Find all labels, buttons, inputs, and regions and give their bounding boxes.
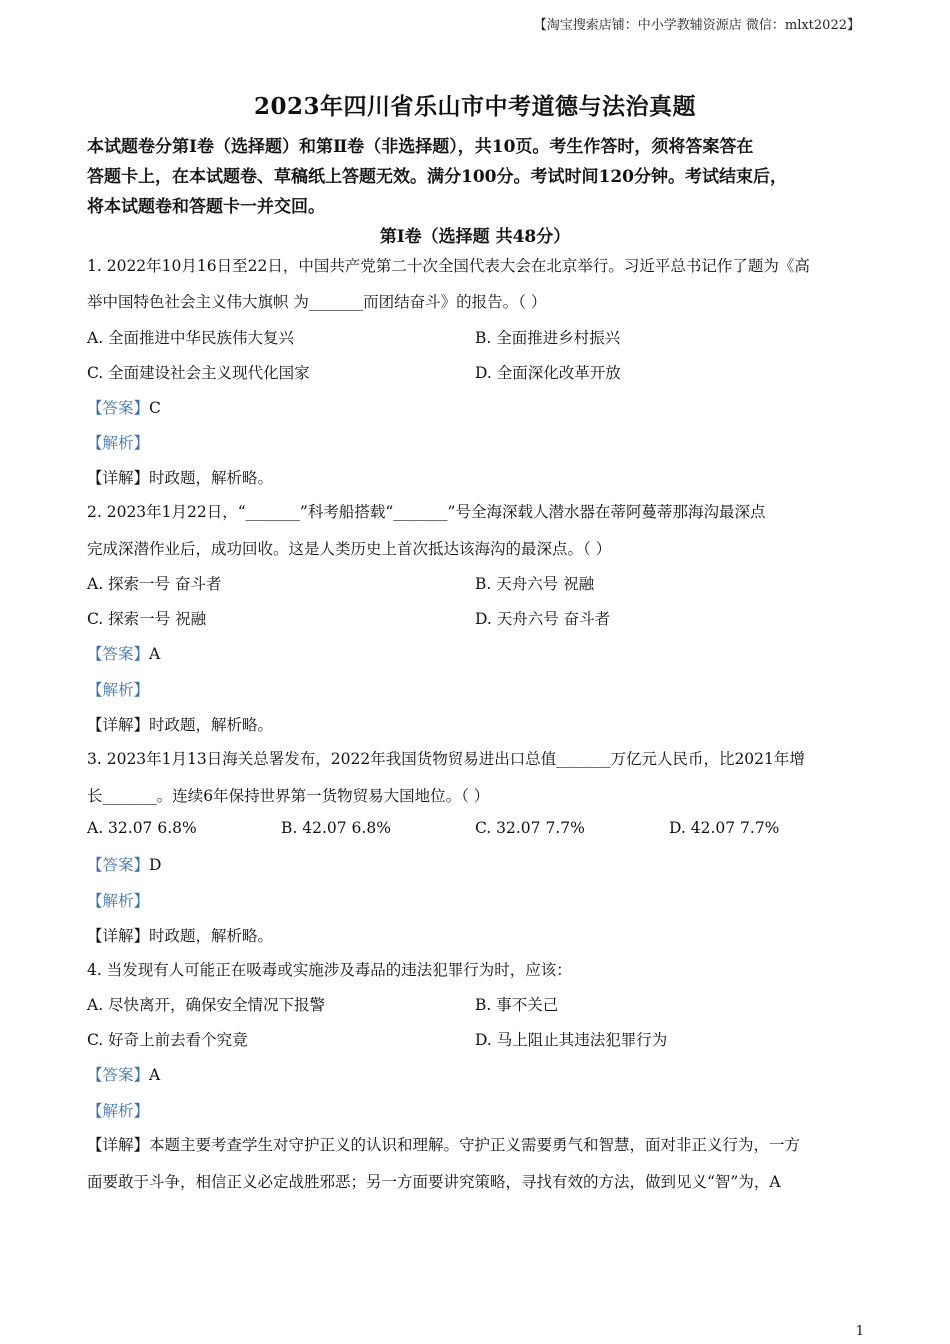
question-3-option-c: C. 32.07 7.7% — [475, 819, 585, 837]
question-2-analysis — [87, 678, 149, 700]
question-3-analysis — [87, 889, 149, 911]
question-1-detail — [87, 466, 273, 488]
detail-text: 时政题，解析略。 — [149, 469, 274, 487]
question-4-detail — [87, 1133, 800, 1155]
question-2-stem-line: 完成深潜作业后，成功回收。这是人类历史上首次抵达该海沟的最深点。（ ） — [87, 540, 612, 558]
question-4-option-d: D. 马上阻止其违法犯罪行为 — [475, 1031, 668, 1049]
detail-label: 【详解】 — [87, 927, 150, 945]
question-1-option-c: C. 全面建设社会主义现代化国家 — [87, 364, 310, 382]
question-2-option-a: A. 探索一号 奋斗者 — [87, 575, 222, 593]
question-2-answer — [87, 642, 160, 664]
answer-label: 【答案】 — [87, 645, 150, 663]
question-4-option-a: A. 尽快离开，确保安全情况下报警 — [87, 996, 326, 1014]
question-2-option-b: B. 天舟六号 祝融 — [475, 575, 595, 593]
question-1-answer — [87, 396, 161, 418]
section-title: 第Ⅰ卷（选择题 共48分） — [379, 227, 571, 247]
question-3-option-b: B. 42.07 6.8% — [281, 819, 391, 837]
analysis-label: 【解析】 — [87, 681, 150, 699]
question-4-detail-continued: 面要敢于斗争，相信正义必定战胜邪恶；另一方面要讲究策略，寻找有效的方法，做到见义“智”为，A — [87, 1173, 781, 1191]
question-4-stem-line: 4. 当发现有人可能正在吸毒或实施涉及毒品的违法犯罪行为时，应该： — [87, 961, 572, 979]
instructions-line: 将本试题卷和答题卡一并交回。 — [87, 197, 325, 217]
detail-text: 时政题，解析略。 — [149, 716, 274, 734]
question-4-option-c: C. 好奇上前去看个究竟 — [87, 1031, 248, 1049]
question-2-option-c: C. 探索一号 祝融 — [87, 610, 207, 628]
question-2-option-d: D. 天舟六号 奋斗者 — [475, 610, 611, 628]
page-title: 2023年四川省乐山市中考道德与法治真题 — [253, 93, 696, 120]
question-2-detail — [87, 713, 273, 735]
question-3-detail — [87, 924, 273, 946]
question-3-option-a: A. 32.07 6.8% — [87, 819, 197, 837]
question-1-option-b: B. 全面推进乡村振兴 — [475, 329, 621, 347]
answer-value: A — [149, 645, 161, 663]
answer-value: A — [149, 1066, 161, 1084]
question-4-answer — [87, 1063, 160, 1085]
answer-label: 【答案】 — [87, 856, 150, 874]
question-3-answer — [87, 853, 161, 875]
analysis-label: 【解析】 — [87, 434, 150, 452]
instructions-line: 答题卡上，在本试题卷、草稿纸上答题无效。满分100分。考试时间120分钟。考试结束后， — [87, 167, 787, 187]
question-1-stem-line: 1. 2022年10月16日至22日，中国共产党第二十次全国代表大会在北京举行。习近平总书记作了题为《高 — [87, 257, 810, 275]
detail-label: 【详解】 — [87, 469, 150, 487]
question-1-analysis — [87, 431, 149, 453]
question-3-stem-line: 长_______。连续6年保持世界第一货物贸易大国地位。（ ） — [87, 787, 490, 805]
detail-text: 本题主要考查学生对守护正义的认识和理解。守护正义需要勇气和智慧，面对非正义行为，一方 — [149, 1136, 801, 1154]
detail-label: 【详解】 — [87, 716, 150, 734]
analysis-label: 【解析】 — [87, 1102, 150, 1120]
answer-value: C — [149, 399, 161, 417]
exam-instructions — [87, 132, 867, 222]
question-4-analysis — [87, 1099, 149, 1121]
answer-label: 【答案】 — [87, 1066, 150, 1084]
question-1-option-d: D. 全面深化改革开放 — [475, 364, 621, 382]
question-1-option-a: A. 全面推进中华民族伟大复兴 — [87, 329, 295, 347]
detail-text: 时政题，解析略。 — [149, 927, 274, 945]
instructions-line: 本试题卷分第Ⅰ卷（选择题）和第Ⅱ卷（非选择题），共10页。考生作答时，须将答案答在 — [87, 137, 754, 157]
answer-label: 【答案】 — [87, 399, 150, 417]
question-3-option-d: D. 42.07 7.7% — [669, 819, 780, 837]
detail-label: 【详解】 — [87, 1136, 150, 1154]
header-note: 【淘宝搜索店铺：中小学教辅资源店 微信：mlxt2022】 — [533, 18, 860, 33]
question-2-stem-line: 2. 2023年1月22日，“_______”科考船搭载“_______”号全海深载人潜水器在蒂阿蔓蒂那海沟最深点 — [87, 503, 766, 521]
question-4-option-b: B. 事不关己 — [475, 996, 559, 1014]
answer-value: D — [149, 856, 162, 874]
question-1-stem-line: 举中国特色社会主义伟大旗帜 为_______而团结奋斗》的报告。（ ） — [87, 293, 547, 311]
page-number: 1 — [855, 1324, 864, 1339]
analysis-label: 【解析】 — [87, 892, 150, 910]
question-3-stem-line: 3. 2023年1月13日海关总署发布，2022年我国货物贸易进出口总值_______万亿元人民币，比2021年增 — [87, 750, 805, 768]
